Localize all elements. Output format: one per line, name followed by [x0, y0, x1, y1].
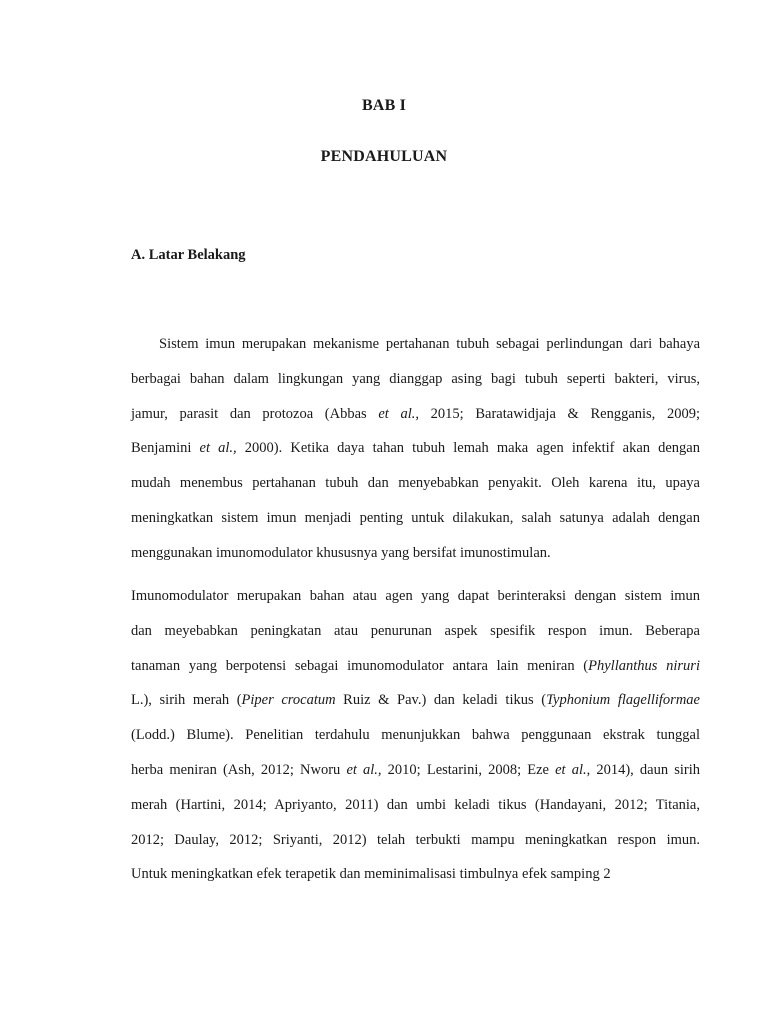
- text-run: Benjamini: [131, 440, 200, 457]
- text-line: [131, 649, 700, 684]
- text-run: Imunomodulator merupakan bahan atau agen yang dapat berinteraksi dengan sistem imun: [131, 588, 700, 604]
- chapter-number: BAB I: [361, 97, 407, 114]
- text-run: L.), sirih merah (: [131, 692, 242, 709]
- italic-text: Typhonium flagelliformae: [546, 692, 700, 709]
- text-run: Sistem imun merupakan mekanisme pertahanan tubuh sebagai perlindungan dari bahaya: [159, 336, 700, 352]
- text-run: menggunakan imunomodulator khususnya yang bersifat imunostimulan.: [131, 544, 551, 561]
- text-run: merah (Hartini, 2014; Apriyanto, 2011) dan umbi keladi tikus (Handayani, 2012; Titania,: [131, 796, 700, 813]
- text-run: berbagai bahan dalam lingkungan yang dianggap asing bagi tubuh seperti bakteri, virus,: [131, 370, 700, 387]
- text-line: [131, 683, 700, 718]
- italic-text: et al.,: [346, 761, 382, 778]
- text-line: [131, 362, 700, 397]
- italic-text: et al.: [555, 761, 587, 778]
- italic-text: et al.,: [378, 405, 420, 422]
- text-run: meningkatkan sistem imun menjadi penting untuk dilakukan, salah satunya adalah dengan: [131, 509, 700, 526]
- text-run: herba meniran (Ash, 2012; Nworu: [131, 761, 347, 778]
- paragraph-latar-belakang-2: [131, 579, 700, 892]
- text-run: Untuk meningkatkan efek terapetik dan meminimalisasi timbulnya efek samping 2: [131, 866, 611, 883]
- italic-text: Phyllanthus niruri: [588, 657, 700, 674]
- text-line: [131, 788, 700, 823]
- chapter-title: PENDAHULUAN: [320, 148, 448, 165]
- text-line: [131, 579, 700, 614]
- text-line: [131, 536, 700, 571]
- text-line: [131, 823, 700, 858]
- text-run: mudah menembus pertahanan tubuh dan menyebabkan penyakit. Oleh karena itu, upaya: [131, 475, 700, 492]
- text-run: Ruiz & Pav.) dan keladi tikus (: [335, 692, 547, 709]
- text-run: tanaman yang berpotensi sebagai imunomodulator antara lain meniran (: [131, 657, 589, 674]
- text-run: 2010; Lestarini, 2008; Eze: [381, 761, 556, 778]
- text-line: [131, 857, 700, 892]
- text-run: jamur, parasit dan protozoa (Abbas: [131, 405, 379, 422]
- text-line: [131, 614, 700, 649]
- text-run: (Lodd.) Blume). Penelitian terdahulu menunjukkan bahwa penggunaan ekstrak tunggal: [131, 727, 700, 744]
- text-run: dan meyebabkan peningkatan atau penurunan aspek spesifik respon imun. Beberapa: [131, 622, 700, 639]
- text-line: [131, 466, 700, 501]
- text-line: [131, 753, 700, 788]
- paragraph-latar-belakang-1: [131, 327, 700, 571]
- text-line: [131, 501, 700, 536]
- text-line: [131, 397, 700, 432]
- text-run: 2012; Daulay, 2012; Sriyanti, 2012) telah terbukti mampu meningkatkan respon imun.: [131, 831, 700, 848]
- text-run: 2000). Ketika daya tahan tubuh lemah maka agen infektif akan dengan: [236, 440, 700, 457]
- section-heading: A. Latar Belakang: [131, 247, 246, 263]
- text-line: [131, 327, 700, 362]
- italic-text: et al.,: [199, 440, 237, 457]
- text-run: , 2014), daun sirih: [586, 761, 701, 778]
- italic-text: Piper crocatum: [241, 692, 336, 709]
- text-line: [131, 718, 700, 753]
- text-line: [131, 431, 700, 466]
- text-run: 2015; Baratawidjaja & Rengganis, 2009;: [419, 405, 700, 422]
